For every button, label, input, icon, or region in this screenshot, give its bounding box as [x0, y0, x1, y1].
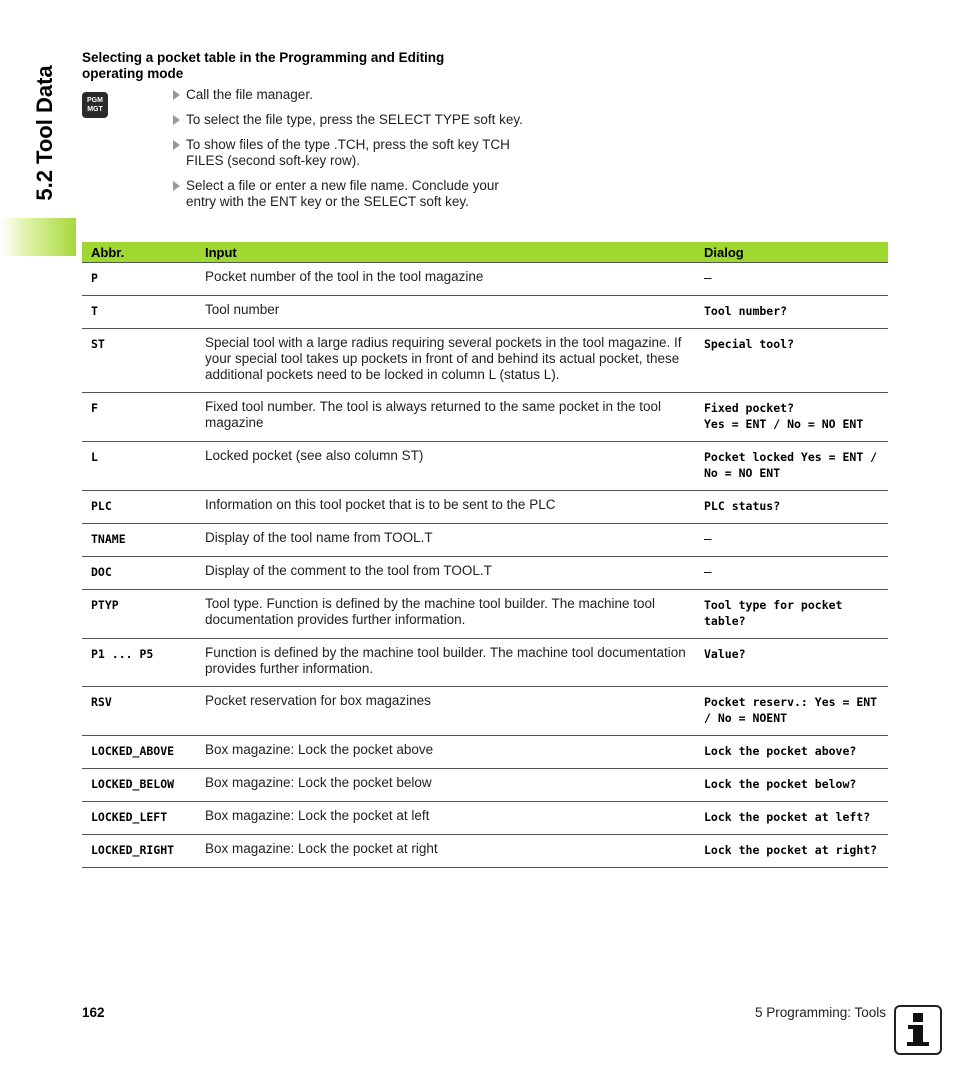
cell-dialog: Fixed pocket? Yes = ENT / No = NO ENT — [695, 393, 888, 442]
cell-input: Information on this tool pocket that is to be sent to the PLC — [196, 491, 695, 524]
header-dialog: Dialog — [695, 242, 888, 263]
info-glyph — [896, 1007, 940, 1053]
cell-dialog: Pocket reserv.: Yes = ENT / No = NOENT — [695, 687, 888, 736]
cell-dialog: Lock the pocket at right? — [695, 835, 888, 868]
chapter-footer: 5 Programming: Tools — [754, 1005, 886, 1020]
cell-abbr: LOCKED_BELOW — [82, 769, 196, 802]
table-row — [82, 524, 888, 557]
cell-abbr: LOCKED_LEFT — [82, 802, 196, 835]
cell-input: Pocket number of the tool in the tool magazine — [196, 263, 695, 296]
cell-dialog: Lock the pocket above? — [695, 736, 888, 769]
pgm-mgt-key-icon — [82, 92, 108, 118]
cell-abbr: T — [82, 296, 196, 329]
cell-abbr: F — [82, 393, 196, 442]
step-text: To show files of the type .TCH, press the soft key TCH FILES (second soft-key row). — [186, 137, 510, 168]
table-row — [82, 329, 888, 393]
cell-input: Pocket reservation for box magazines — [196, 687, 695, 736]
cell-input: Function is defined by the machine tool builder. The machine tool documentation provides further information. — [196, 639, 695, 687]
cell-dialog: – — [695, 524, 888, 557]
table-row — [82, 639, 888, 687]
cell-input: Box magazine: Lock the pocket below — [196, 769, 695, 802]
pgm-key-line1: PGM — [87, 97, 103, 104]
table-header-row — [82, 242, 888, 263]
info-icon — [894, 1005, 942, 1055]
cell-abbr: ST — [82, 329, 196, 393]
cell-abbr: DOC — [82, 557, 196, 590]
cell-input: Locked pocket (see also column ST) — [196, 442, 695, 491]
table-row — [82, 590, 888, 639]
table-row — [82, 736, 888, 769]
page-number: 162 — [82, 1005, 105, 1020]
step-list — [172, 87, 532, 219]
cell-abbr: P — [82, 263, 196, 296]
cell-dialog: – — [695, 557, 888, 590]
cell-abbr: LOCKED_RIGHT — [82, 835, 196, 868]
cell-dialog: Value? — [695, 639, 888, 687]
table-row — [82, 263, 888, 296]
table-row — [82, 491, 888, 524]
cell-dialog: Lock the pocket below? — [695, 769, 888, 802]
table-row — [82, 296, 888, 329]
cell-abbr: TNAME — [82, 524, 196, 557]
header-input: Input — [196, 242, 695, 263]
cell-dialog: Pocket locked Yes = ENT / No = NO ENT — [695, 442, 888, 491]
side-accent-bar — [0, 218, 76, 256]
triangle-right-icon — [173, 140, 180, 150]
section-heading: Selecting a pocket table in the Programming and Editing operating mode — [82, 50, 445, 81]
triangle-right-icon — [173, 90, 180, 100]
step-item — [172, 87, 532, 103]
cell-dialog: PLC status? — [695, 491, 888, 524]
table-row — [82, 442, 888, 491]
table-row — [82, 769, 888, 802]
cell-input: Display of the tool name from TOOL.T — [196, 524, 695, 557]
cell-abbr: L — [82, 442, 196, 491]
step-text: To select the file type, press the SELECT TYPE soft key. — [186, 112, 523, 127]
cell-input: Tool number — [196, 296, 695, 329]
cell-input: Box magazine: Lock the pocket above — [196, 736, 695, 769]
cell-input: Box magazine: Lock the pocket at right — [196, 835, 695, 868]
side-chapter-title-text: 5.2 Tool Data — [32, 65, 57, 201]
step-text: Select a file or enter a new file name. Conclude your entry with the ENT key or the SELECT soft key. — [186, 178, 499, 209]
cell-input: Box magazine: Lock the pocket at left — [196, 802, 695, 835]
cell-abbr: LOCKED_ABOVE — [82, 736, 196, 769]
table-row — [82, 835, 888, 868]
step-item — [172, 112, 532, 128]
cell-dialog: – — [695, 263, 888, 296]
cell-dialog: Special tool? — [695, 329, 888, 393]
triangle-right-icon — [173, 181, 180, 191]
step-item — [172, 178, 532, 210]
cell-input: Special tool with a large radius requiring several pockets in the tool magazine. If your special tool takes up pockets in front of and behind its actual pocket, these additional pockets need to be locked in column L (status L). — [196, 329, 695, 393]
step-item — [172, 137, 532, 169]
cell-dialog: Tool number? — [695, 296, 888, 329]
cell-input: Fixed tool number. The tool is always returned to the same pocket in the tool magazine — [196, 393, 695, 442]
table-row — [82, 802, 888, 835]
pocket-table-columns — [82, 242, 888, 868]
triangle-right-icon — [173, 115, 180, 125]
side-chapter-title — [27, 48, 63, 218]
cell-dialog: Tool type for pocket table? — [695, 590, 888, 639]
cell-abbr: P1 ... P5 — [82, 639, 196, 687]
step-text: Call the file manager. — [186, 87, 313, 102]
cell-input: Tool type. Function is defined by the machine tool builder. The machine tool documentation provides further information. — [196, 590, 695, 639]
table-row — [82, 687, 888, 736]
header-abbr: Abbr. — [82, 242, 196, 263]
table-row — [82, 393, 888, 442]
cell-abbr: PTYP — [82, 590, 196, 639]
cell-abbr: RSV — [82, 687, 196, 736]
cell-input: Display of the comment to the tool from TOOL.T — [196, 557, 695, 590]
cell-dialog: Lock the pocket at left? — [695, 802, 888, 835]
table-row — [82, 557, 888, 590]
pgm-key-line2: MGT — [87, 106, 103, 113]
cell-abbr: PLC — [82, 491, 196, 524]
